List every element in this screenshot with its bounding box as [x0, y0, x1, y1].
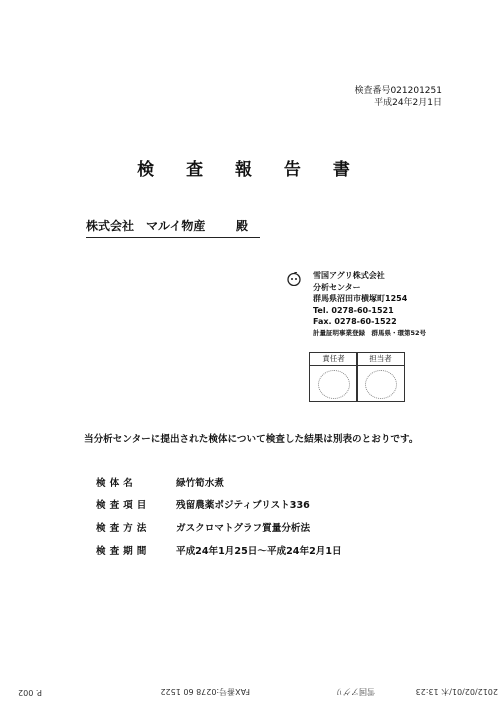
detail-row — [96, 497, 310, 511]
issuer-registration: 計量証明事業登録 群馬県・環第52号 — [313, 328, 427, 337]
detail-label: 検査期間 — [96, 546, 151, 557]
fax-timestamp: 2012/02/01/木 13:23 — [415, 687, 498, 696]
detail-label: 検査項目 — [96, 500, 151, 511]
detail-row — [96, 543, 342, 557]
issuer-company: 雪国アグリ株式会社 — [313, 271, 385, 280]
recipient-honorific: 殿 — [236, 219, 249, 233]
assignee-label: 担当者 — [357, 353, 404, 366]
recipient — [86, 217, 260, 238]
responsible-label: 責任者 — [310, 353, 357, 366]
document-title: 検 査 報 告 書 — [137, 160, 363, 180]
intro-text: 当分析センターに提出された検体について検査した結果は別表のとおりです。 — [84, 434, 419, 445]
fax-footer — [0, 684, 500, 698]
fax-number: FAX番号:0278 60 1522 — [160, 687, 250, 696]
assignee-seal — [365, 370, 397, 399]
fax-page: P. 002 — [18, 688, 42, 697]
detail-value: 残留農薬ポジティブリスト336 — [176, 500, 310, 511]
company-logo-icon — [287, 272, 301, 286]
issuer-division: 分析センター — [313, 282, 361, 292]
fax-sender: 雪国アグリ — [335, 687, 375, 696]
inspection-number: 検査番号021201251 — [354, 86, 442, 96]
detail-value: 平成24年1月25日～平成24年2月1日 — [176, 546, 342, 557]
responsible-seal — [318, 370, 350, 399]
detail-label: 検査方法 — [96, 523, 151, 534]
detail-value: ガスクロマトグラフ質量分析法 — [176, 523, 311, 534]
detail-label: 検体名 — [96, 478, 137, 489]
issuer-fax: Fax. 0278-60-1522 — [313, 317, 397, 327]
responsible-stamp-box — [309, 352, 358, 402]
detail-row — [96, 475, 224, 489]
detail-value: 緑竹筍水煮 — [176, 478, 224, 489]
report-date: 平成24年2月1日 — [374, 98, 442, 108]
recipient-name: 株式会社 マルイ物産 — [86, 219, 206, 233]
issuer-tel: Tel. 0278-60-1521 — [313, 305, 394, 315]
assignee-stamp-box — [356, 352, 405, 402]
detail-row — [96, 520, 311, 534]
issuer-block — [313, 270, 426, 340]
issuer-address: 群馬県沼田市横塚町1254 — [313, 294, 408, 304]
